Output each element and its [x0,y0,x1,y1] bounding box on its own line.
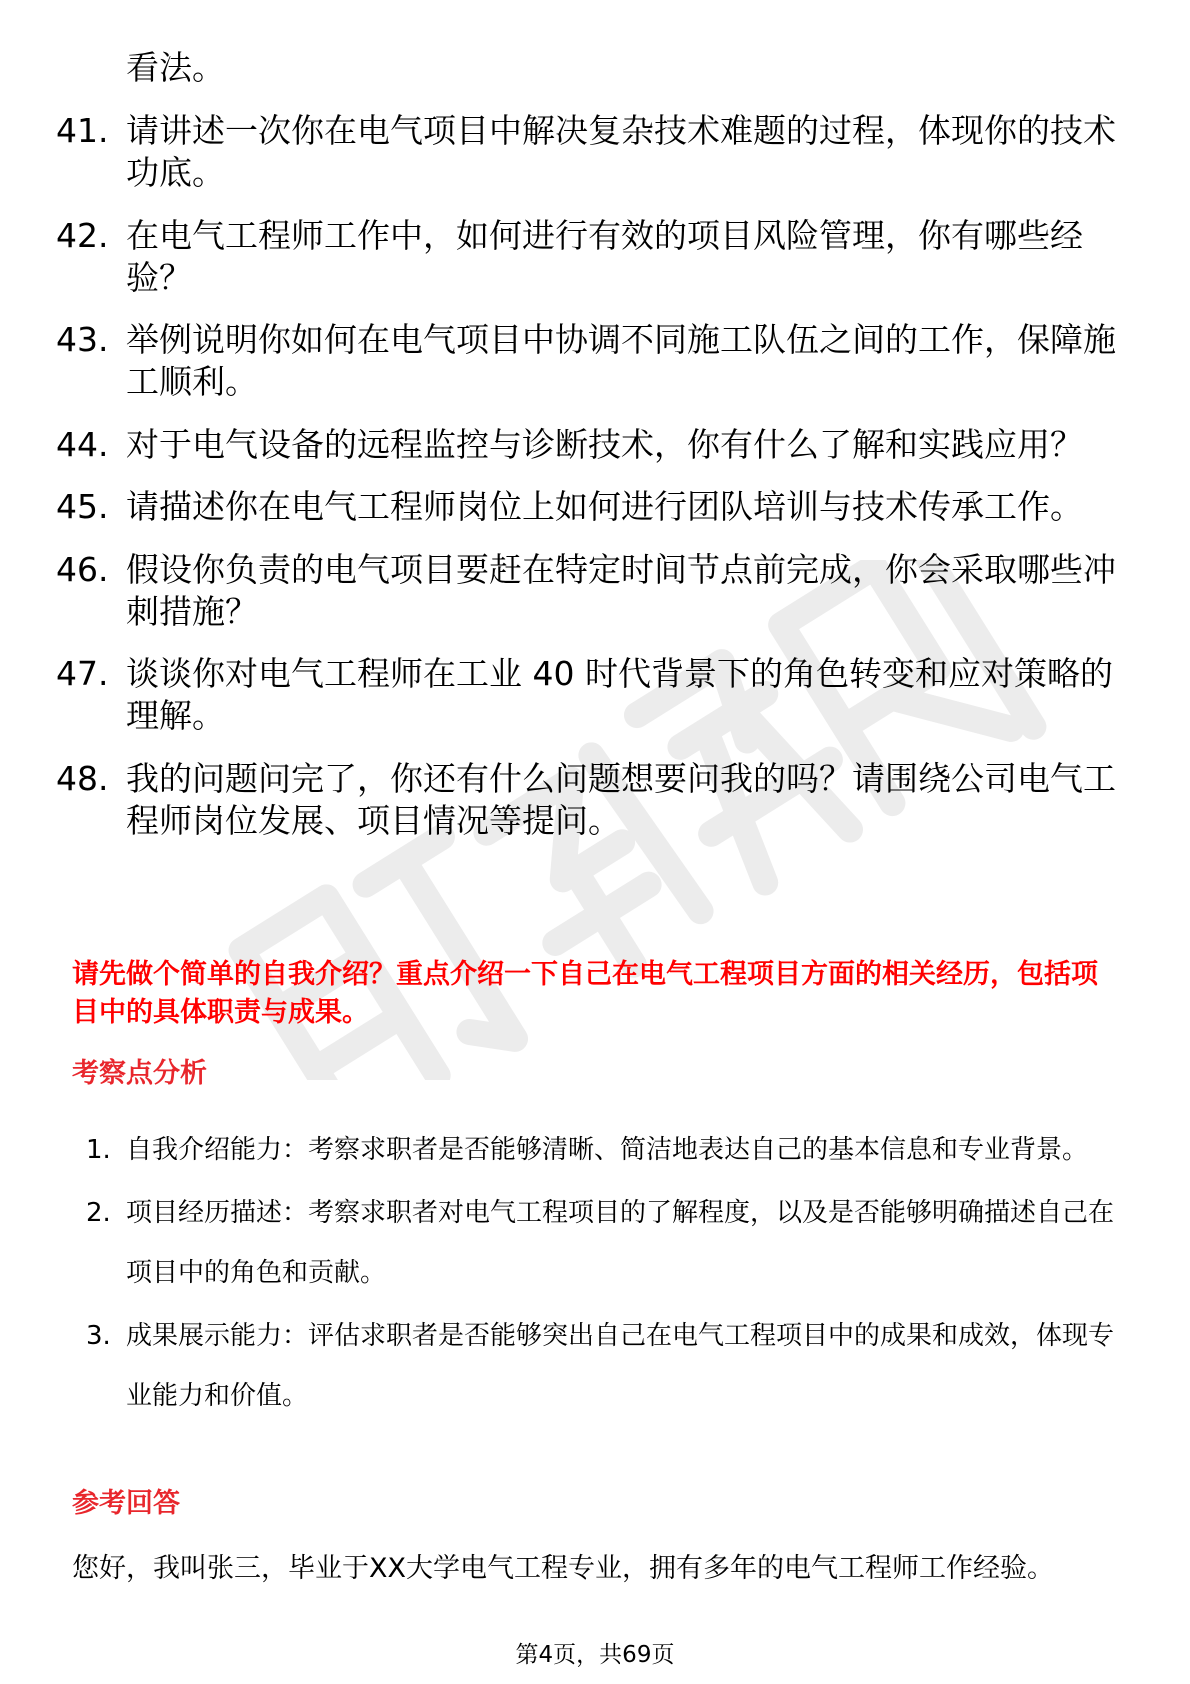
question-number: 43. [56,320,109,359]
list-item [56,215,1136,299]
question-number: 44. [56,424,109,464]
list-item [56,486,1136,528]
question-number: 45. [56,487,109,526]
list-item [86,1120,1126,1180]
question-text: 谈谈你对电气工程师在工业 40 时代背景下的角色转变和应对策略的理解。 [126,654,1113,735]
list-item [56,758,1136,842]
question-text: 我的问题问完了，你还有什么问题想要问我的吗？请围绕公司电气工程师岗位发展、项目情况等提问。 [126,758,1116,840]
analysis-text: 自我介绍能力：考察求职者是否能够清晰、简洁地表达自己的基本信息和专业背景。 [126,1135,1089,1165]
question-number: 48. [56,758,109,798]
list-item [86,1183,1126,1303]
highlight-question: 请先做个简单的自我介绍？重点介绍一下自己在电气工程项目方面的相关经历，包括项目中的具体职责与成果。 [72,959,1098,1028]
list-item [86,1306,1126,1426]
question-number: 46. [56,549,109,589]
question-number: 42. [56,215,109,255]
analysis-number: 2. [86,1198,111,1228]
question-text: 请描述你在电气工程师岗位上如何进行团队培训与技术传承工作。 [126,487,1083,526]
page-footer: 第4页，共69页 [515,1642,675,1668]
list-item [56,549,1136,633]
list-item [56,319,1136,403]
question-text: 在电气工程师工作中，如何进行有效的项目风险管理，你有哪些经验？ [126,215,1083,297]
analysis-text: 成果展示能力：评估求职者是否能够突出自己在电气工程项目中的成果和成效，体现专业能力和价值。 [126,1321,1115,1411]
question-number: 47. [56,654,109,693]
question-number: 41. [56,111,109,150]
question-list [56,110,1136,862]
list-item [56,424,1136,466]
answer-heading: 参考回答 [72,1488,180,1519]
continuation-text: 看法。 [126,48,225,87]
list-item [56,653,1136,737]
list-item [56,110,1136,194]
question-text: 举例说明你如何在电气项目中协调不同施工队伍之间的工作，保障施工顺利。 [126,320,1116,401]
question-text: 假设你负责的电气项目要赶在特定时间节点前完成，你会采取哪些冲刺措施？ [126,549,1116,631]
analysis-number: 3. [86,1321,111,1351]
question-text: 对于电气设备的远程监控与诊断技术，你有什么了解和实践应用？ [126,424,1083,464]
analysis-heading: 考察点分析 [72,1058,207,1089]
question-text: 请讲述一次你在电气项目中解决复杂技术难题的过程，体现你的技术功底。 [126,111,1116,192]
analysis-list [86,1120,1126,1429]
analysis-number: 1. [86,1135,111,1165]
answer-text: 您好，我叫张三，毕业于XX大学电气工程专业，拥有多年的电气工程师工作经验。 [72,1553,1054,1584]
analysis-text: 项目经历描述：考察求职者对电气工程项目的了解程度，以及是否能够明确描述自己在项目中的角色和贡献。 [126,1198,1115,1288]
